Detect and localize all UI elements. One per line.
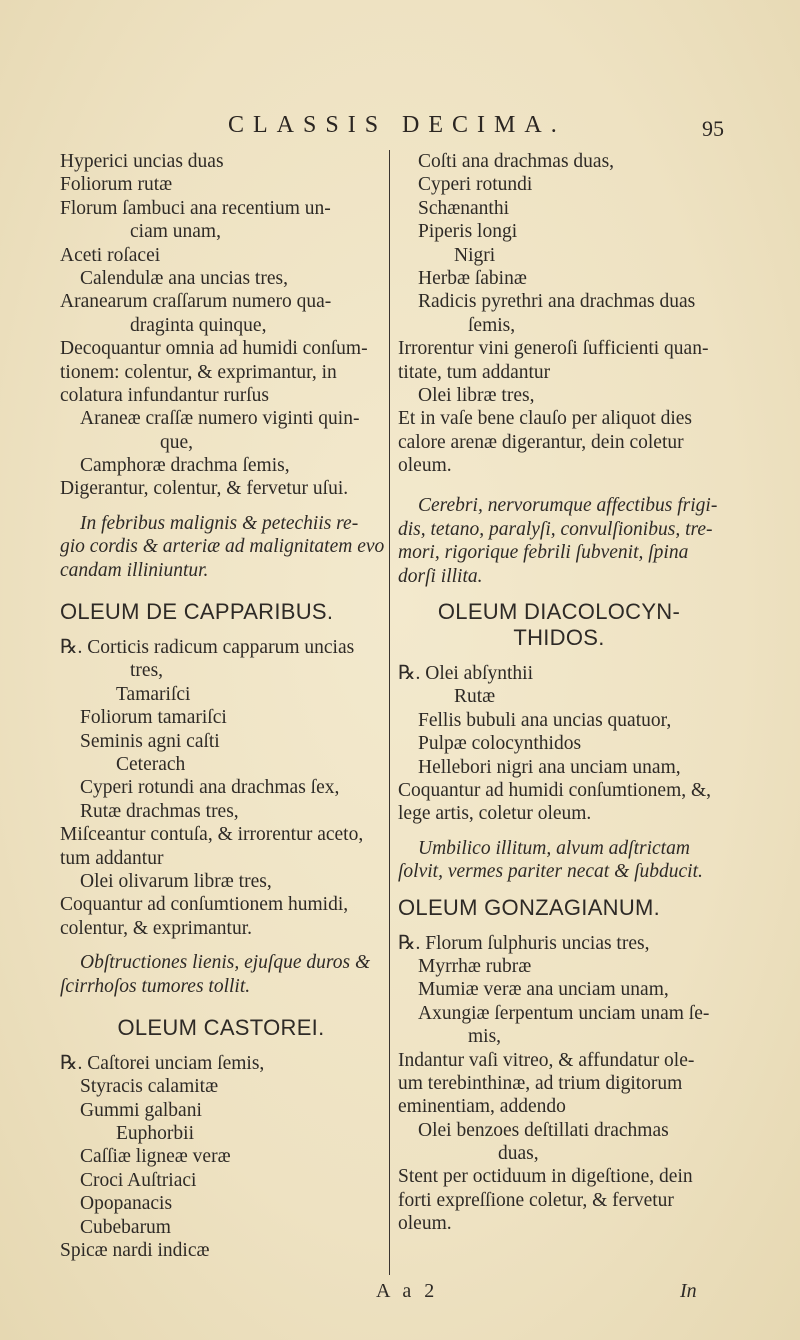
text-line: mis, (468, 1026, 502, 1048)
text-line: tum addantur (60, 847, 164, 869)
text-line: Cubebarum (80, 1216, 171, 1238)
usage-note-line: ſolvit, vermes pariter necat & ſubducit. (398, 861, 703, 883)
text-line: titate, tum addantur (398, 361, 551, 383)
text-line: Olei libræ tres, (418, 384, 535, 406)
usage-note-line: mori, rigorique febrili ſubvenit, ſpina (398, 542, 689, 564)
section-heading: OLEUM CASTOREI. (117, 1014, 325, 1040)
text-line: Ceterach (116, 753, 186, 775)
text-line: Radicis pyrethri ana drachmas duas (418, 291, 696, 313)
text-line: Rutæ drachmas tres, (80, 800, 239, 822)
usage-note-line: Cerebri, nervorumque affectibus frigi- (418, 495, 718, 517)
usage-note-line: dorſi illita. (398, 565, 483, 587)
text-line: Herbæ ſabinæ (418, 267, 527, 289)
text-line: Olei olivarum libræ tres, (80, 870, 272, 892)
text-line: Seminis agni caſti (80, 730, 220, 752)
text-line: Nigri (454, 244, 496, 266)
text-line: Spicæ nardi indicæ (60, 1240, 210, 1262)
text-line: calore arenæ digerantur, dein coletur (398, 431, 684, 453)
text-line: Schænanthi (418, 197, 509, 219)
text-line: Decoquantur omnia ad humidi conſum- (60, 338, 368, 360)
left-column (60, 150, 385, 1262)
text-line: tres, (130, 660, 164, 682)
text-line: Miſceantur contuſa, & irrorentur aceto, (60, 824, 364, 846)
right-column (398, 150, 720, 1236)
column-divider (389, 150, 390, 1275)
text-line: colentur, & exprimantur. (60, 917, 253, 939)
text-line: ſemis, (468, 314, 516, 336)
usage-note-line: Umbilico illitum, alvum adſtrictam (418, 837, 690, 859)
usage-note-line: In febribus malignis & petechiis re- (80, 512, 359, 534)
text-line: Caſſiæ ligneæ veræ (80, 1146, 231, 1168)
section-heading: THIDOS. (513, 625, 605, 651)
usage-note-line: Obſtructiones lienis, ejuſque duros & (80, 952, 371, 974)
text-line: Et in vaſe bene clauſo per aliquot dies (398, 408, 693, 430)
text-line: ℞. Corticis radicum capparum uncias (60, 637, 355, 659)
text-line: ℞. Caſtorei unciam ſemis, (60, 1052, 265, 1074)
text-line: lege artis, coletur oleum. (398, 803, 592, 825)
section-heading: OLEUM DIACOLOCYN- (437, 599, 681, 625)
text-line: Foliorum rutæ (60, 174, 173, 196)
text-line: Rutæ (454, 686, 496, 708)
text-line: que, (160, 431, 194, 453)
text-line: Hyperici uncias duas (60, 151, 224, 172)
text-line: Indantur vaſi vitreo, & affundatur ole- (398, 1049, 695, 1071)
text-line: Cyperi rotundi ana drachmas ſex, (80, 777, 340, 799)
text-line: Myrrhæ rubræ (418, 955, 532, 977)
section-heading: OLEUM DE CAPPARIBUS. (60, 599, 334, 625)
text-line: Axungiæ ſerpentum unciam unam ſe- (418, 1002, 710, 1024)
text-line: Euphorbii (116, 1123, 194, 1145)
text-line: oleum. (398, 1213, 452, 1235)
text-line: Irrorentur vini generoſi ſufficienti quan- (398, 338, 709, 360)
text-line: Stent per octiduum in digeſtione, dein (398, 1166, 693, 1188)
text-line: Aranearum craſſarum numero qua- (60, 291, 332, 313)
text-line: Styracis calamitæ (80, 1076, 219, 1098)
text-line: Fellis bubuli ana uncias quatuor, (418, 709, 672, 731)
text-line: Florum ſambuci ana recentium un- (60, 197, 331, 219)
text-line: ℞. Florum ſulphuris uncias tres, (398, 932, 650, 954)
text-line: Aceti roſacei (60, 244, 161, 266)
text-line: Calendulæ ana uncias tres, (80, 267, 288, 289)
usage-note-line: gio cordis & arteriæ ad malignitatem evo (60, 536, 385, 558)
text-line: Opopanacis (80, 1193, 173, 1215)
section-heading: OLEUM GONZAGIANUM. (398, 894, 661, 920)
text-line: tionem: colentur, & exprimantur, in (60, 361, 337, 383)
text-line: Cyperi rotundi (418, 174, 533, 196)
usage-note-line: dis, tetano, paralyſi, convulſionibus, tre- (398, 518, 713, 540)
text-line: duas, (498, 1143, 539, 1165)
text-line: Camphoræ drachma ſemis, (80, 455, 290, 477)
signature-mark: A a 2 (376, 1280, 439, 1302)
page-number: 95 (702, 116, 724, 141)
text-line: forti expreſſione coletur, & fervetur (398, 1189, 674, 1211)
page-header (0, 112, 800, 146)
text-line: Coſti ana drachmas duas, (418, 151, 615, 172)
text-line: Gummi galbani (80, 1099, 202, 1121)
text-line: ciam unam, (130, 221, 221, 243)
text-line: draginta quinque, (130, 314, 267, 336)
usage-note-line: ſcirrhoſos tumores tollit. (60, 975, 251, 997)
text-line: Araneæ craſſæ numero viginti quin- (80, 408, 360, 430)
text-line: Coquantur ad humidi conſumtionem, &, (398, 779, 712, 801)
running-title: CLASSIS DECIMA. (228, 112, 566, 138)
text-line: Foliorum tamariſci (80, 707, 227, 729)
text-line: Mumiæ veræ ana unciam unam, (418, 979, 669, 1001)
text-line: Piperis longi (418, 221, 518, 243)
text-line: Hellebori nigri ana unciam unam, (418, 756, 681, 778)
text-line: ℞. Olei abſynthii (398, 663, 534, 685)
text-line: Olei benzoes deſtillati drachmas (418, 1119, 669, 1141)
text-line: um terebinthinæ, ad trium digitorum (398, 1072, 683, 1094)
text-line: Coquantur ad conſumtionem humidi, (60, 894, 349, 916)
usage-note-line: candam illiniuntur. (60, 559, 209, 581)
text-line: Pulpæ colocynthidos (418, 733, 582, 755)
catchword: In (680, 1280, 697, 1302)
text-line: colatura infundantur rurſus (60, 384, 270, 406)
text-line: oleum. (398, 455, 452, 477)
text-line: Digerantur, colentur, & fervetur uſui. (60, 478, 349, 500)
text-line: Tamariſci (116, 683, 191, 705)
text-line: Croci Auſtriaci (80, 1169, 197, 1191)
text-line: eminentiam, addendo (398, 1096, 566, 1118)
